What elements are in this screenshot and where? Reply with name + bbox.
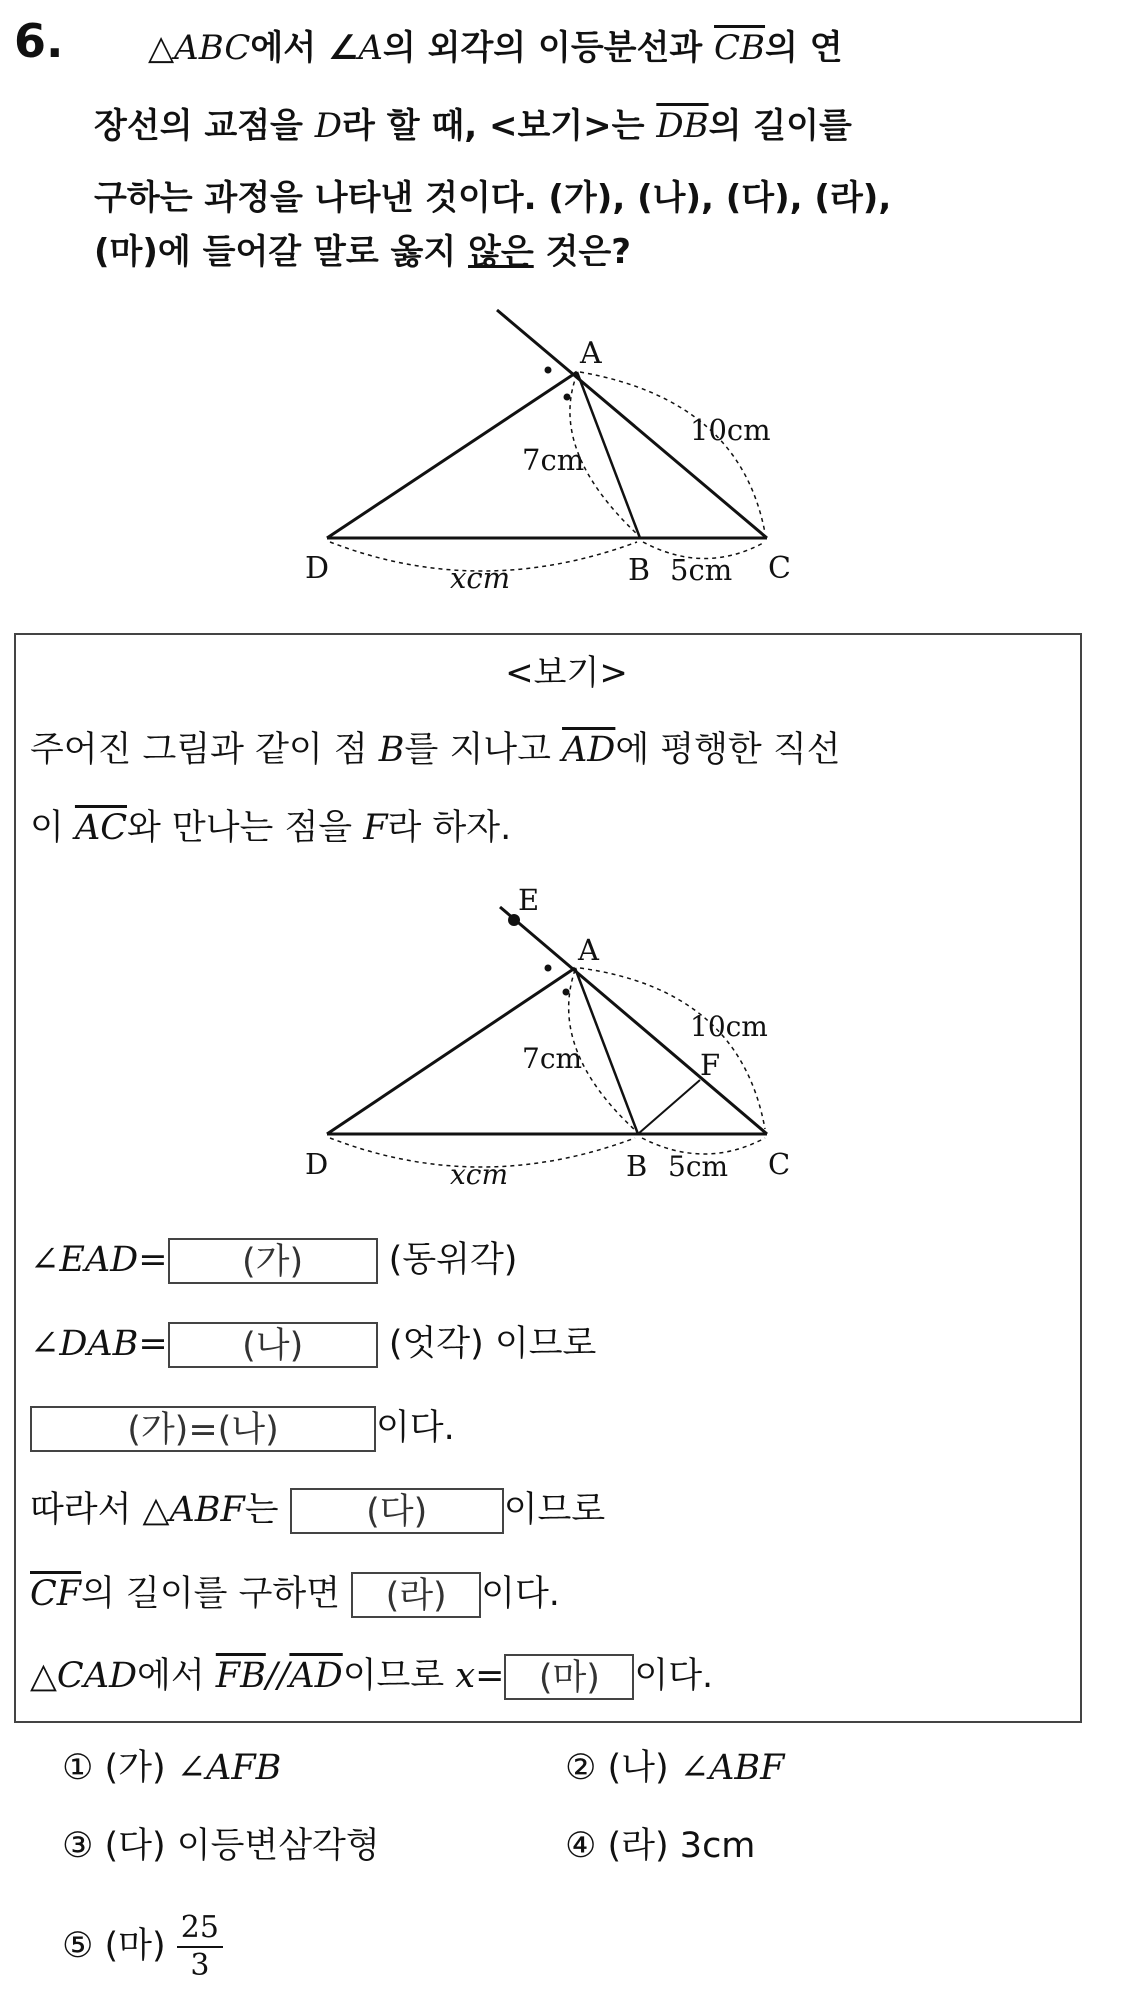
choice-value: 이등변삼각형 bbox=[176, 1826, 380, 1866]
triangle-symbol: △ bbox=[30, 1656, 57, 1696]
segment-db: $\overline{DB}$ bbox=[656, 106, 709, 146]
choice-marker: ⑤ bbox=[62, 1926, 94, 1966]
choice-5[interactable] bbox=[62, 1910, 223, 1984]
fraction-numerator: 25 bbox=[177, 1910, 223, 1948]
text-segment: 의 외각의 이등분선과 bbox=[382, 28, 715, 68]
step-4 bbox=[30, 1482, 605, 1534]
underlined-word: 않은 bbox=[468, 232, 534, 272]
math-abc: ABC bbox=[174, 28, 251, 68]
label-d: D bbox=[305, 1147, 329, 1181]
length-ab: 7cm bbox=[522, 443, 585, 477]
length-db: xcm bbox=[450, 1158, 509, 1191]
text-segment: 의 길이를 구하면 bbox=[81, 1574, 352, 1614]
length-bc: 5cm bbox=[668, 1150, 729, 1183]
question-line-3: 구하는 과정을 나타낸 것이다. (가), (나), (다), (라), bbox=[94, 178, 892, 218]
blank-na: (나) bbox=[168, 1322, 378, 1368]
text-segment: 를 지나고 bbox=[404, 730, 563, 770]
segment-cf: $\overline{CF}$ bbox=[30, 1574, 82, 1614]
choice-value: 3cm bbox=[679, 1826, 756, 1866]
reason-text: (엇각) 이므로 bbox=[377, 1324, 597, 1364]
text-segment: 에 평행한 직선 bbox=[615, 730, 841, 770]
reason-text: (동위각) bbox=[377, 1240, 518, 1280]
segment-cb: $\overline{CB}$ bbox=[714, 28, 766, 68]
text-segment: 의 길이를 bbox=[708, 106, 852, 146]
choice-2[interactable] bbox=[565, 1740, 784, 1790]
text-segment: 것은? bbox=[533, 232, 631, 272]
choice-marker: ③ bbox=[62, 1826, 94, 1866]
label-a: A bbox=[580, 336, 602, 371]
choice-marker: ① bbox=[62, 1748, 94, 1788]
segment-ac: $\overline{AC}$ bbox=[74, 808, 127, 848]
math-f: F bbox=[363, 808, 388, 848]
math-ead: ∠EAD= bbox=[30, 1240, 168, 1280]
math-dab: ∠DAB= bbox=[30, 1324, 168, 1364]
text-segment: (마)에 들어갈 말로 옳지 bbox=[94, 232, 469, 272]
parallel-symbol: // bbox=[265, 1656, 290, 1696]
label-b: B bbox=[628, 553, 651, 588]
fraction bbox=[177, 1910, 223, 1984]
choice-label: (가) bbox=[104, 1748, 166, 1788]
choice-1[interactable] bbox=[62, 1740, 281, 1790]
step-5 bbox=[30, 1566, 560, 1618]
text-segment: 에서 bbox=[137, 1656, 216, 1696]
math-d: D bbox=[314, 106, 343, 146]
choice-marker: ② bbox=[565, 1748, 597, 1788]
step-1 bbox=[30, 1232, 517, 1284]
text-segment: 이므로 bbox=[342, 1656, 456, 1696]
box-header: <보기> bbox=[505, 653, 628, 693]
math-b: B bbox=[378, 730, 405, 770]
text-segment: 이다. bbox=[376, 1408, 455, 1448]
choice-3[interactable] bbox=[62, 1818, 380, 1868]
length-ac: 10cm bbox=[690, 1010, 768, 1043]
text-segment: 이므로 bbox=[503, 1490, 606, 1530]
text-segment: 따라서 △ bbox=[30, 1490, 170, 1530]
choice-4[interactable] bbox=[565, 1818, 755, 1868]
choice-label: (라) bbox=[607, 1826, 669, 1866]
choice-label: (다) bbox=[104, 1826, 166, 1866]
text-segment: 의 연 bbox=[765, 28, 843, 68]
label-f: F bbox=[700, 1048, 721, 1082]
choice-label: (나) bbox=[607, 1748, 669, 1788]
length-ac: 10cm bbox=[690, 413, 771, 447]
math-cad: CAD bbox=[56, 1656, 138, 1696]
segment-ad: $\overline{AD}$ bbox=[289, 1656, 343, 1696]
math-a: A bbox=[358, 28, 383, 68]
question-number: 6. bbox=[14, 14, 64, 68]
text-segment: 에서 ∠ bbox=[250, 28, 359, 68]
text-segment: 이다. bbox=[481, 1574, 560, 1614]
step-2 bbox=[30, 1316, 596, 1368]
choice-value: ∠AFB bbox=[176, 1748, 282, 1788]
line-ab bbox=[575, 968, 638, 1134]
blank-ga: (가) bbox=[168, 1238, 378, 1284]
label-e: E bbox=[518, 883, 540, 917]
text-segment: 라 하자. bbox=[387, 808, 512, 848]
text-segment: 주어진 그림과 같이 점 bbox=[30, 730, 379, 770]
segment-ad: $\overline{AD}$ bbox=[562, 730, 616, 770]
step-6 bbox=[30, 1648, 713, 1700]
segment-fb: $\overline{FB}$ bbox=[215, 1656, 266, 1696]
equals-sign: = bbox=[475, 1656, 505, 1696]
text-segment: 이다. bbox=[634, 1656, 714, 1696]
label-c: C bbox=[768, 1147, 791, 1181]
triangle-symbol: △ bbox=[148, 28, 175, 68]
label-c: C bbox=[768, 551, 791, 586]
fraction-denominator: 3 bbox=[190, 1948, 210, 1983]
choice-label: (마) bbox=[104, 1926, 166, 1966]
blank-ma: (마) bbox=[504, 1654, 634, 1700]
length-db: xcm bbox=[450, 561, 511, 595]
text-segment: 라 할 때, <보기>는 bbox=[342, 106, 657, 146]
label-d: D bbox=[305, 551, 330, 586]
blank-ga-na: (가)=(나) bbox=[30, 1406, 376, 1452]
angle-dot bbox=[563, 989, 570, 996]
length-ab: 7cm bbox=[522, 1042, 583, 1075]
line-bf bbox=[638, 1080, 700, 1134]
text-segment: 이 bbox=[30, 808, 75, 848]
blank-da: (다) bbox=[290, 1488, 504, 1534]
text-segment: 와 만나는 점을 bbox=[127, 808, 364, 848]
step-3 bbox=[30, 1400, 455, 1452]
choice-marker: ④ bbox=[565, 1826, 597, 1866]
blank-ra: (라) bbox=[351, 1572, 481, 1618]
choice-value: ∠ABF bbox=[679, 1748, 785, 1788]
text-segment: 는 bbox=[244, 1490, 290, 1530]
angle-dot bbox=[545, 965, 552, 972]
math-abf: ABF bbox=[169, 1490, 245, 1530]
label-a: A bbox=[578, 933, 599, 967]
text-segment: 장선의 교점을 bbox=[94, 106, 315, 146]
math-x: x bbox=[455, 1656, 476, 1696]
label-b: B bbox=[626, 1149, 648, 1183]
length-bc: 5cm bbox=[670, 553, 733, 587]
